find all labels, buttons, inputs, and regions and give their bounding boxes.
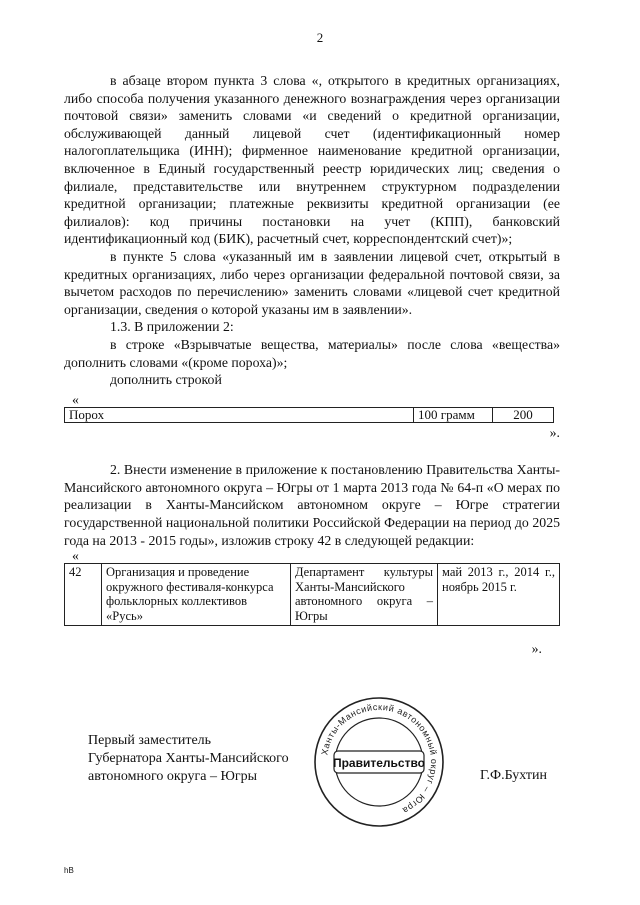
seal-center-text: Правительство <box>332 756 426 770</box>
signatory-line-1: Первый заместитель <box>88 733 212 748</box>
signatory-title <box>88 732 289 786</box>
department-cell: Департамент культуры Ханты-Мансийского автономного округа – Югры <box>291 564 438 625</box>
table-cell-name: Порох <box>65 407 414 422</box>
quote-open-2: « <box>72 548 79 564</box>
quote-open-1: « <box>72 391 79 407</box>
quote-close-1: ». <box>549 424 560 440</box>
paragraph-4: в строке «Взрывчатые вещества, материалы» после слова «вещества» дополнить словами «(кроме пороха)»; <box>64 336 560 370</box>
document-body <box>64 72 560 657</box>
paragraph-2: в пункте 5 слова «указанный им в заявлении лицевой счет, открытый в кредитных организациях, либо через организации федеральной почтовой связи, за вычетом расходов по перечислению» заменить словами «лицевой счет кредитной организации, сведения о которой указаны им в заявлении». <box>64 248 560 317</box>
quote-close-2: ». <box>531 640 542 656</box>
row-42-table <box>64 563 560 625</box>
signatory-line-2: Губернатора Ханты-Мансийского <box>88 751 289 766</box>
signatory-name: Г.Ф.Бухтин <box>480 768 548 783</box>
dates-cell: май 2013 г., 2014 г., ноябрь 2015 г. <box>438 564 560 625</box>
table-cell-amount: 100 грамм <box>414 407 493 422</box>
signatory-line-3: автономного округа – Югры <box>88 769 257 784</box>
footer-mark: hB <box>64 866 74 875</box>
government-seal <box>312 695 446 829</box>
paragraph-5: дополнить строкой <box>110 372 222 388</box>
powder-table <box>64 407 554 423</box>
page-number: 2 <box>316 30 324 45</box>
paragraph-3: 1.3. В приложении 2: <box>110 319 234 335</box>
seal-ring-text: Ханты-Мансийский автономный округ – Югра <box>319 701 440 816</box>
event-cell: Организация и проведение окружного фестиваля-конкурса фольклорных коллективов «Русь» <box>102 564 291 625</box>
table-row <box>65 407 554 422</box>
table-cell-value: 200 <box>493 407 554 422</box>
table-row <box>65 564 560 625</box>
row-number: 42 <box>65 564 102 625</box>
paragraph-1: в абзаце втором пункта 3 слова «, открытого в кредитных организациях, либо способа получения указанного денежного вознаграждения через организации почтовой связи» заменить словами «и сведений о кредитной организации, обслуживающей данный лицевой счет (идентификационный номер налогоплательщика (ИНН); фирменное наименование кредитной организации, включенное в Единый государственный реестр юридических лиц; сведения о филиале, представительстве или внутреннем структурном подразделении кредитной организации; платежные реквизиты кредитной организации (ее филиалов): код причины постановки на учет (КПП), банковский идентификационный код (БИК), расчетный счет, корреспондентский счет)»; <box>64 73 560 247</box>
section-2-paragraph: 2. Внести изменение в приложение к постановлению Правительства Ханты-Мансийского автономного округа – Югры от 1 марта 2013 года № 64-п «О мерах по реализации в Ханты-Мансийском автономном округе – Югре стратегии государственной национальной политики Российской Федерации на период до 2025 года на 2013 - 2015 годы», изложив строку 42 в следующей редакции: <box>64 462 560 548</box>
